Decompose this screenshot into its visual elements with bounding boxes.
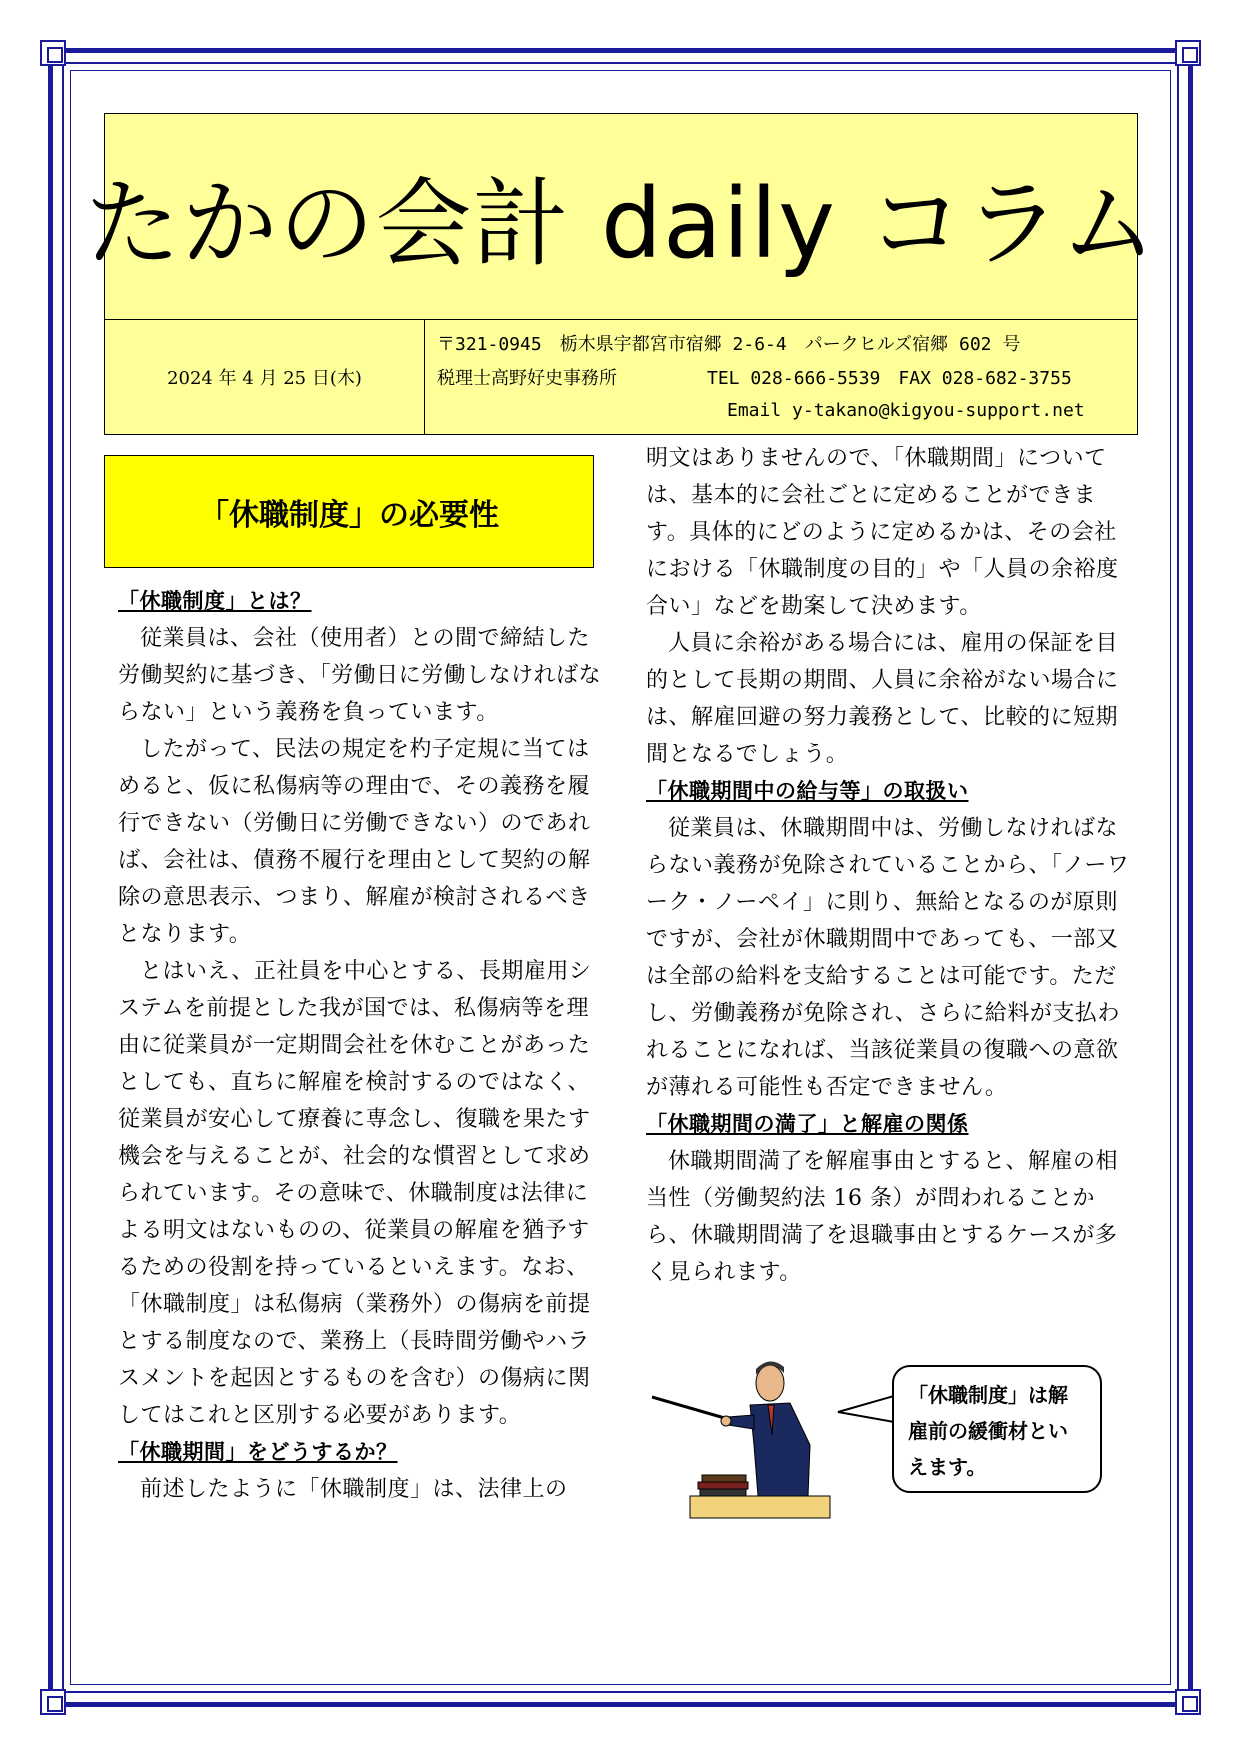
article-column-right <box>646 440 1130 1291</box>
issue-date: 2024 年 4 月 25 日(木) <box>105 320 425 434</box>
paragraph: 従業員は、会社（使用者）との間で締結した労働契約に基づき、「労働日に労働しなければならない」という義務を負っています。 <box>118 626 602 725</box>
article-column-left <box>118 583 604 1508</box>
office-address: 〒321-0945 栃木県宇都宮市宿郷 2-6-4 パークヒルズ宿郷 602 号 <box>437 334 1021 355</box>
presenter-illustration <box>650 1355 840 1525</box>
paragraph: 人員に余裕がある場合には、雇用の保証を目的として長期の期間、人員に余裕がない場合には、解雇回避の努力義務として、比較的に短期間となるでしょう。 <box>646 631 1119 767</box>
corner-ornament <box>1175 1689 1201 1715</box>
section-heading: 「休職期間」をどうするか？ <box>118 1440 398 1464</box>
corner-ornament <box>40 40 66 66</box>
office-info <box>425 320 1137 434</box>
office-tel-fax: TEL 028-666-5539 FAX 028-682-3755 <box>707 368 1072 389</box>
header <box>84 113 1158 435</box>
paragraph: 前述したように「休職制度」は、法律上の <box>140 1477 568 1502</box>
section-heading: 「休職期間中の給与等」の取扱い <box>646 779 969 803</box>
speech-bubble-tail <box>836 1390 896 1430</box>
paragraph: 休職期間満了を解雇事由とすると、解雇の相当性（労働契約法 16 条）が問われることから、休職期間満了を退職事由とするケースが多く見られます。 <box>646 1149 1119 1285</box>
paragraph: 明文はありませんので、「休職期間」については、基本的に会社ごとに定めることができます。具体的にどのように定めるかは、その会社における「休職制度の目的」や「人員の余裕度合い」などを勘案して決めます。 <box>646 446 1119 619</box>
masthead-title: たかの会計 daily コラム <box>105 114 1137 320</box>
section-heading: 「休職期間の満了」と解雇の関係 <box>646 1112 969 1136</box>
paragraph: とはいえ、正社員を中心とする、長期雇用システムを前提とした我が国では、私傷病等を理由に従業員が一定期間会社を休むことがあったとしても、直ちに解雇を検討するのではなく、従業員が安心して療養に専念し、復職を果たす機会を与えることが、社会的な慣習として求められています。その意味で、休職制度は法律による明文はないものの、従業員の解雇を猶予するための役割を持っているといえます。なお、「休職制度」は私傷病（業務外）の傷病を前提とする制度なので、業務上（長時間労働やハラスメントを起因とするものを含む）の傷病に関してはこれと区別する必要があります。 <box>118 959 592 1428</box>
article-title: 「休職制度」の必要性 <box>104 455 594 568</box>
corner-ornament <box>1175 40 1201 66</box>
paragraph: 従業員は、休職期間中は、労働しなければならない義務が免除されていることから、「ノーワーク・ノーペイ」に則り、無給となるのが原則ですが、会社が休職期間中であっても、一部又は全部の給料を支給することは可能です。ただし、労働義務が免除され、さらに給料が支払われることになれば、当該従業員の復職への意欲が薄れる可能性も否定できません。 <box>646 816 1130 1100</box>
paragraph: したがって、民法の規定を杓子定規に当てはめると、仮に私傷病等の理由で、その義務を履行できない（労働日に労働できない）のであれば、会社は、債務不履行を理由として契約の解除の意思表示、つまり、解雇が検討されるべきとなります。 <box>118 737 591 947</box>
corner-ornament <box>40 1689 66 1715</box>
speech-bubble: 「休職制度」は解雇前の緩衝材といえます。 <box>892 1365 1102 1493</box>
office-name: 税理士高野好史事務所 <box>437 368 617 389</box>
section-heading: 「休職制度」とは？ <box>118 589 312 613</box>
office-email: Email y-takano@kigyou-support.net <box>727 400 1085 421</box>
